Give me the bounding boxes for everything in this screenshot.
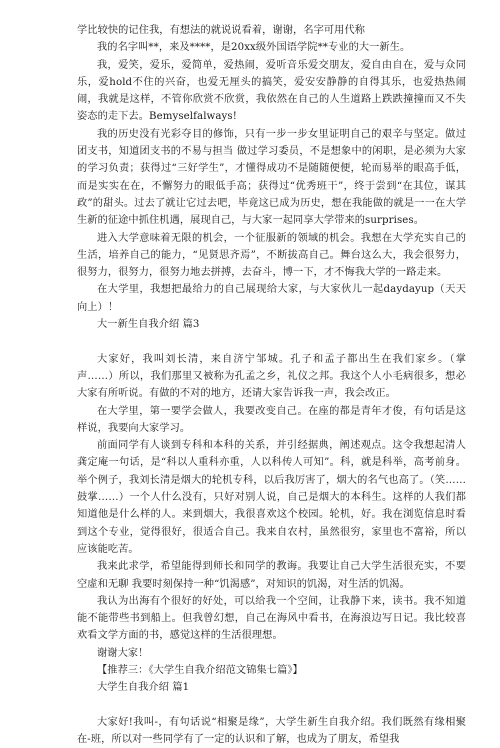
paragraph: 大家好，我叫刘长清，来自济宁邹城。孔子和孟子都出生在我们家乡。（掌声……）所以，我们那里又被称为孔孟之乡，礼仪之邦。我这个人小毛病很多，想必大家有所听说。有做的不对的地方，还请大家告诉我一声，我会改正。 xyxy=(77,353,466,400)
paragraph: 学比较快的记住我，有想法的就说说看着，谢谢，名字可用代称 xyxy=(77,25,366,36)
paragraph: 我的名字叫**，来及****，是20xx级外国语学院**专业的大一新生。 xyxy=(97,42,411,54)
paragraph: 我，爱笑，爱乐，爱简单，爱热闹，爱听音乐爱交朋友，爱自由自在，爱与众同乐，爱hold不住的兴奋，也爱无厘头的搞笑，爱安安静静的自得其乐，也爱热热闹闹，我就是这样，不管你欣赏不欣赏，我依然在自己的人生道路上跌跌撞撞而又不失姿态的走下去。Bemyselfalways! xyxy=(77,59,466,123)
blank-line xyxy=(77,333,466,350)
blank-line xyxy=(77,697,466,714)
paragraph: 我的历史没有光彩夺目的修饰，只有一步一步女里证明自己的艰辛与坚定。做过团支书，知道团支书的不易与担当 做过学习委员，不是想象中的闲职，是必须为大家的学习负责；获得过“三好学生”，才懂得成功不是随随便便，轮而易举的眼高手低，而是实实在在，不懈努力的眼低手高；获得过“优秀班干”，终于尝到“在其位，谋其政”的甜头。过去了就让它过去吧，毕竟这已成为历史，想在我能做的就是一一在大学生新的征途中抓住机遇，展现自己，与大家一起同享大学带来的surprises。 xyxy=(77,128,466,227)
section-heading: 大一新生自我介绍 篇3 xyxy=(97,319,200,331)
section-heading: 大学生自我介绍 篇1 xyxy=(97,682,190,694)
paragraph: 在大学里，我想把最给力的自己展现给大家，与大家伙儿一起daydayup（天天向上）！ xyxy=(77,284,466,313)
paragraph: 谢谢大家！ xyxy=(97,647,149,659)
paragraph: 在大学里，第一要学会做人，我要改变自己。在座的都是青年才俊，有句话是这样说，我要向大家学习。 xyxy=(77,405,466,434)
paragraph: 我认为出海有个很好的好处，可以给我一个空间，让我静下来，读书。我不知道能不能带些书到船上。但我曾幻想，自己在海风中看书，在海浪边写日记。我比较喜欢看文学方面的书，感觉这样的生活很理想。 xyxy=(77,595,466,642)
section-heading: 【推荐三：《大学生自我介绍范文锦集七篇》】 xyxy=(97,664,303,676)
paragraph: 进入大学意味着无限的机会，一个征服新的领域的机会。我想在大学充实自己的生活，培养自己的能力，“见贤思齐焉”，不断拔高自己。舞台这么大，我会很努力，很努力，很努力，很努力地去拼搏，去奋斗，博一下，才不悔我大学的一路走来。 xyxy=(77,232,466,279)
paragraph: 大家好!我叫-，有句话说“相聚是缘”，大学生新生自我介绍。我们既然有缘相聚在-班，所以对一些同学有了一定的认识和了解，也成为了朋友，希望我 xyxy=(77,716,466,746)
paragraph: 前面同学有人谈到专科和本科的关系，并引经据典，阐述观点。这令我想起清人龚定庵一句话，是“科以人重科亦重，人以科传人可知”。科，就是科举，高考前身。举个例子，我刘长清是烟大的轮机专科，以后我厉害了，烟大的名气也高了。（笑……鼓掌……）一个人什么没有，只好对别人说，自己是烟大的本科生。这样的人我们都知道他是什么样的人。来到烟大，我很喜欢这个校园。轮机，好。我在浏览信息时看到这个专业，觉得很好，很适合自己。我来自农村，虽然很穷，家里也不富裕，所以应该能吃苦。 xyxy=(77,440,466,555)
paragraph: 我来此求学，希望能得到师长和同学的教诲。我要让自己大学生活很充实，不要空虚和无聊 我要时刻保持一种“饥渴感”，对知识的饥渴，对生活的饥渴。 xyxy=(77,561,466,590)
